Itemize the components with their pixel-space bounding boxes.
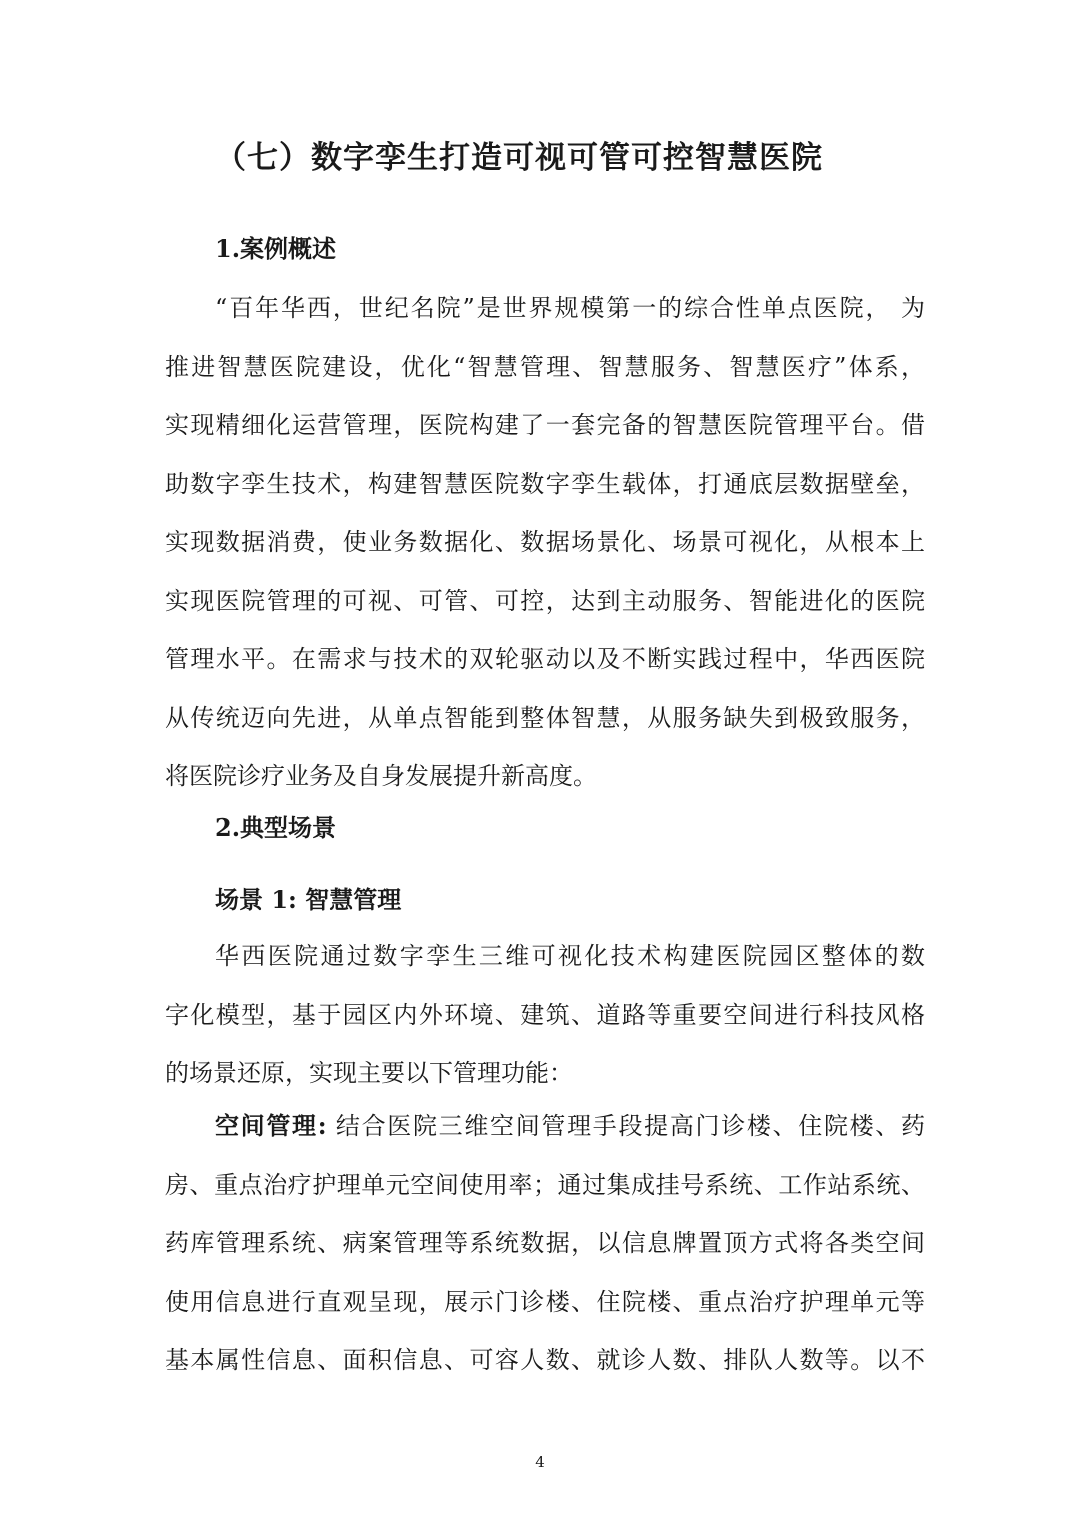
paragraph-line: 将医院诊疗业务及自身发展提升新高度。 bbox=[165, 762, 597, 790]
space-management-label: 空间管理: bbox=[215, 1111, 327, 1140]
section-heading-scenarios: 2.典型场景 bbox=[215, 813, 337, 842]
paragraph-line: 实现医院管理的可视、可管、可控，达到主动服务、智能进化的医院 bbox=[165, 586, 925, 615]
paragraph-line: 药库管理系统、病案管理等系统数据，以信息牌置顶方式将各类空间 bbox=[165, 1229, 925, 1257]
paragraph-text: 结合医院三维空间管理手段提高门诊楼、住院楼、药 bbox=[326, 1112, 925, 1140]
scene-heading: 场景 1: 智慧管理 bbox=[215, 885, 402, 914]
overview-paragraph bbox=[165, 279, 925, 806]
paragraph-line: “百年华西，世纪名院”是世界规模第一的综合性单点医院， 为 bbox=[215, 294, 925, 322]
section-heading-overview: 1.案例概述 bbox=[215, 234, 337, 263]
paragraph-line: 助数字孪生技术，构建智慧医院数字孪生载体，打通底层数据壁垒， bbox=[165, 469, 925, 498]
paragraph-line: 字化模型，基于园区内外环境、建筑、道路等重要空间进行科技风格 bbox=[165, 1000, 925, 1029]
paragraph-line: 实现数据消费，使业务数据化、数据场景化、场景可视化，从根本上 bbox=[165, 528, 925, 556]
page-title: （七）数字孪生打造可视可管可控智慧医院 bbox=[215, 140, 823, 176]
paragraph-line bbox=[165, 1097, 925, 1156]
paragraph-line: 的场景还原，实现主要以下管理功能： bbox=[165, 1059, 573, 1087]
paragraph-line: 华西医院通过数字孪生三维可视化技术构建医院园区整体的数 bbox=[215, 942, 925, 970]
paragraph-line: 管理水平。在需求与技术的双轮驱动以及不断实践过程中，华西医院 bbox=[165, 645, 925, 673]
paragraph-line: 实现精细化运营管理，医院构建了一套完备的智慧医院管理平台。借 bbox=[165, 411, 925, 439]
space-management-paragraph bbox=[165, 1097, 925, 1390]
page-number: 4 bbox=[535, 1453, 545, 1471]
paragraph-line: 房、重点治疗护理单元空间使用率；通过集成挂号系统、工作站系统、 bbox=[165, 1170, 925, 1199]
paragraph-line: 基本属性信息、面积信息、可容人数、就诊人数、排队人数等。以不 bbox=[165, 1346, 925, 1374]
paragraph-line: 使用信息进行直观呈现，展示门诊楼、住院楼、重点治疗护理单元等 bbox=[165, 1287, 925, 1316]
scene-intro-paragraph bbox=[165, 927, 925, 1103]
paragraph-line: 推进智慧医院建设，优化“智慧管理、智慧服务、智慧医疗”体系， bbox=[165, 352, 925, 381]
paragraph-line: 从传统迈向先进，从单点智能到整体智慧，从服务缺失到极致服务， bbox=[165, 703, 925, 732]
